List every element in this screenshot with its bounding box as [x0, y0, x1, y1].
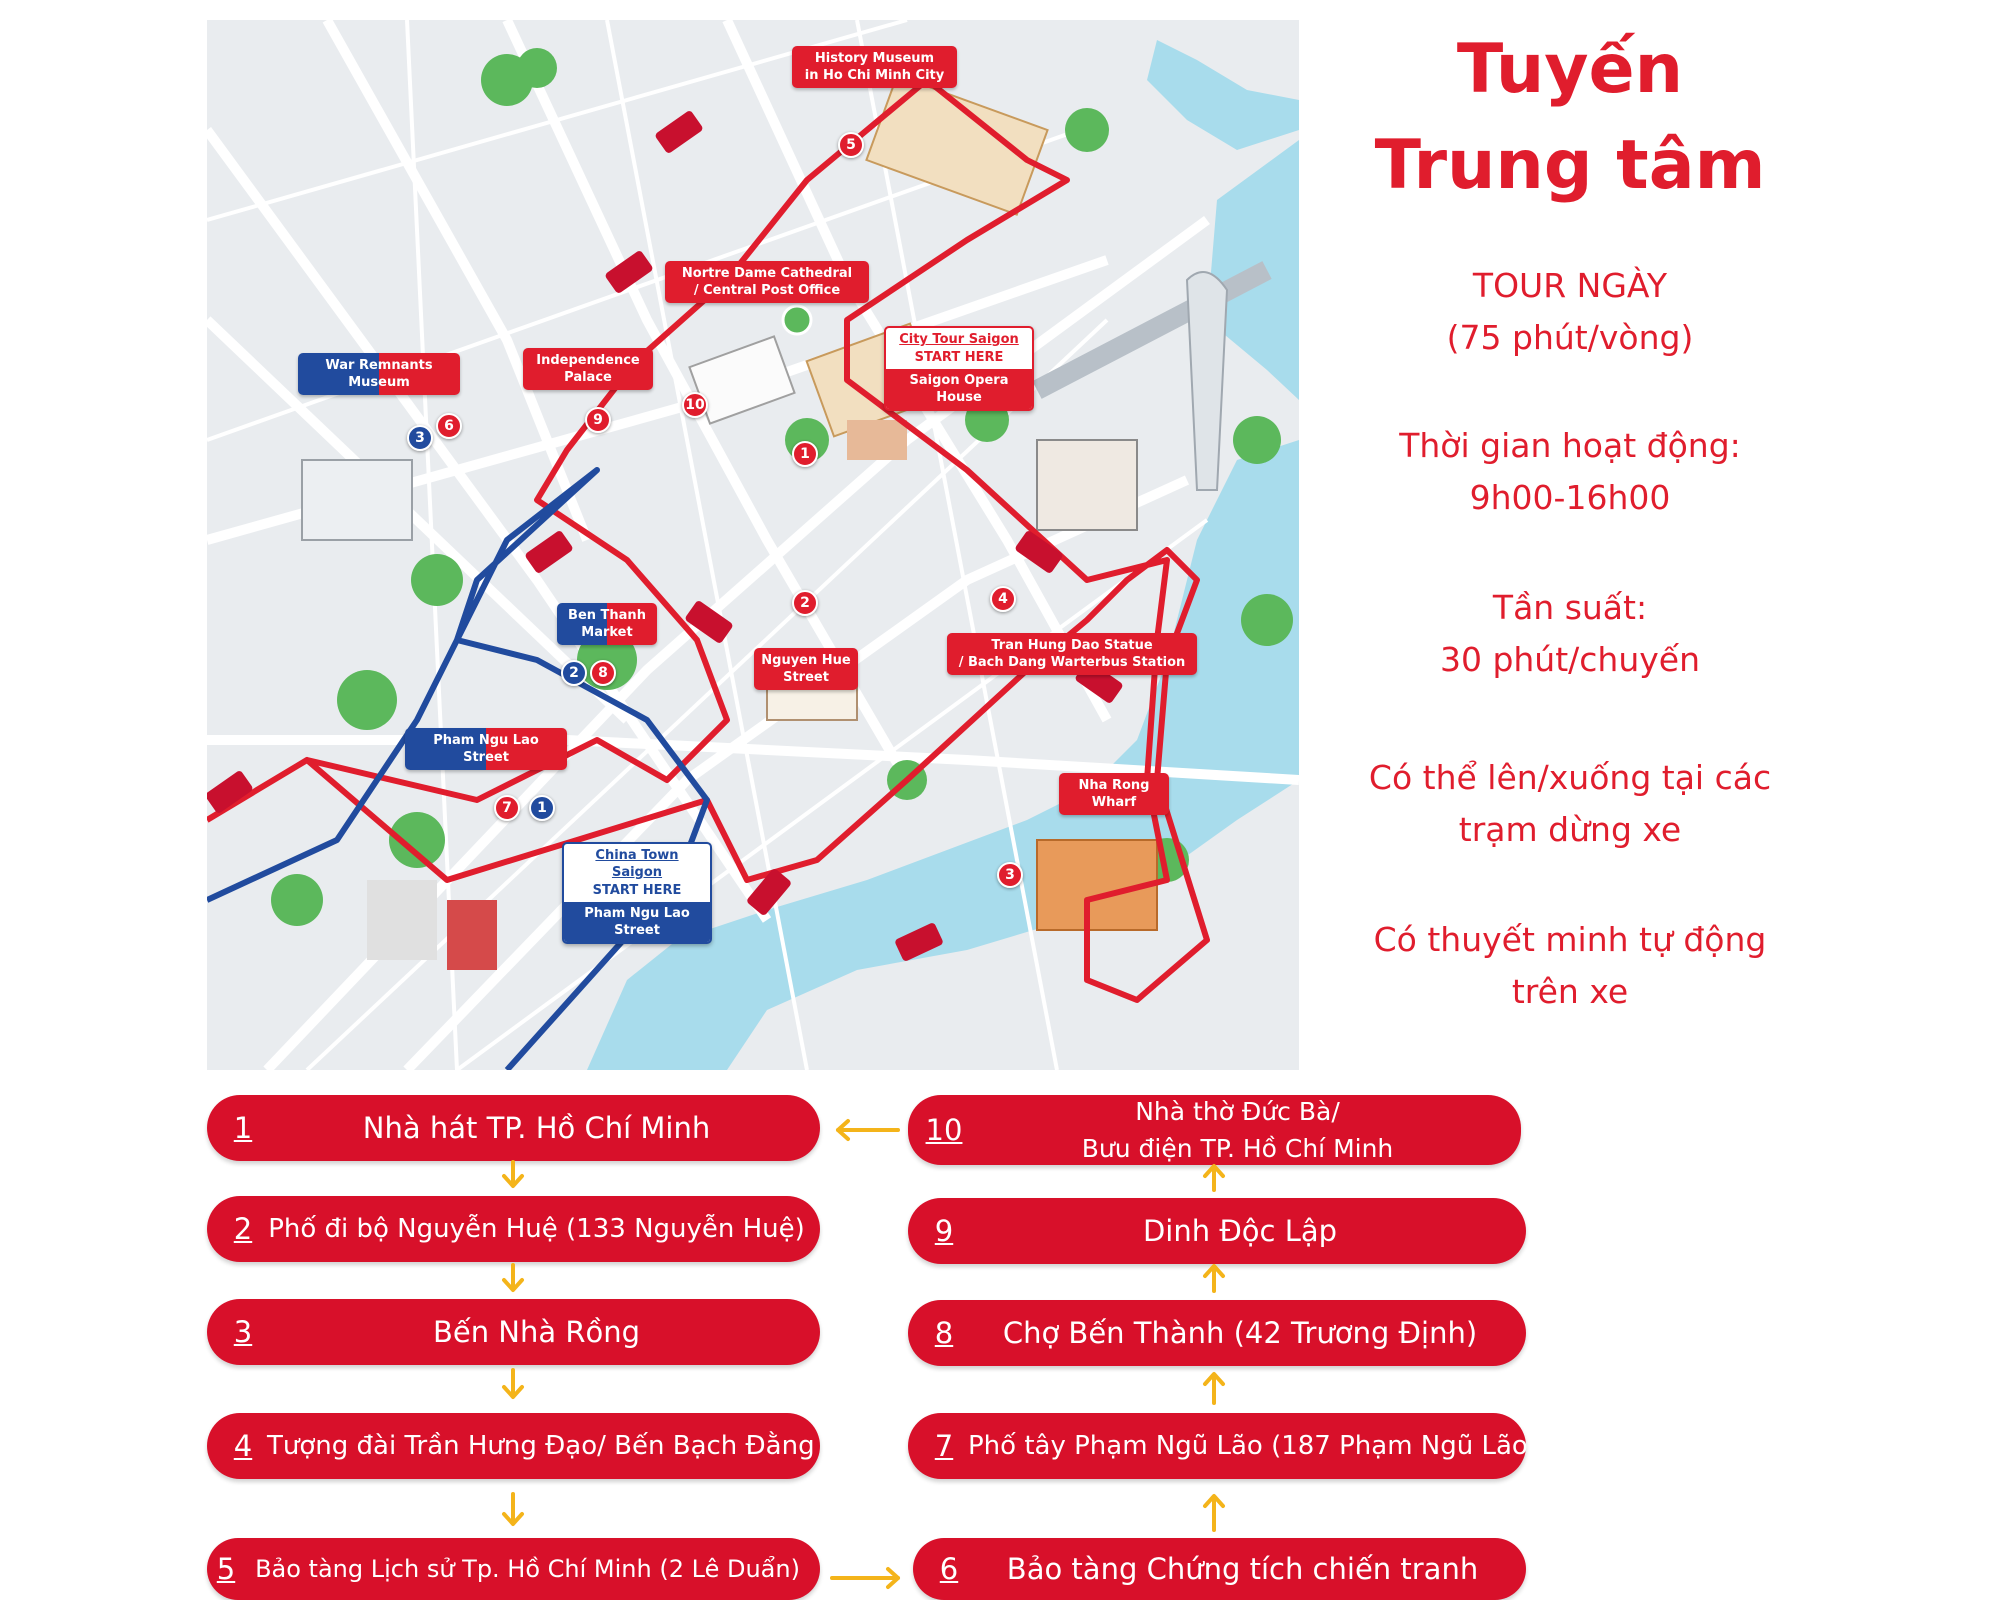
label-notre-dame: Nortre Dame Cathedral / Central Post Office — [665, 261, 869, 303]
stop-1 — [207, 1095, 820, 1161]
audio-guide-line1: Có thuyết minh tự động — [1373, 920, 1767, 959]
stop-name: Phố đi bộ Nguyễn Huệ (133 Nguyễn Huệ) — [268, 1214, 805, 1244]
pin-red-5: 5 — [838, 132, 864, 158]
frequency-label: Tần suất: — [1492, 588, 1648, 627]
pin-blue-3: 3 — [407, 425, 433, 451]
pin-red-6: 6 — [436, 413, 462, 439]
stop-5 — [207, 1538, 820, 1600]
stop-name: Bảo tàng Chứng tích chiến tranh — [1006, 1552, 1479, 1586]
stop-10 — [908, 1095, 1521, 1165]
pin-red-7: 7 — [494, 795, 520, 821]
stop-2 — [207, 1196, 820, 1262]
pin-red-2: 2 — [792, 590, 818, 616]
label-ben-thanh-market: Ben Thanh Market — [557, 603, 657, 645]
stop-4 — [207, 1413, 820, 1479]
arrow-left-icon — [838, 1121, 898, 1139]
arrow-down-icon — [504, 1494, 522, 1524]
hop-on-hop-off-line1: Có thể lên/xuống tại các — [1368, 758, 1772, 797]
pin-red-3: 3 — [997, 862, 1023, 888]
start-here-opera-house: City Tour Saigon START HERE Saigon Opera House — [884, 326, 1034, 411]
start-here-china-town: China Town Saigon START HERE Pham Ngu Lao Street — [562, 842, 712, 944]
stop-number: 8 — [934, 1316, 954, 1350]
arrow-up-icon — [1205, 1374, 1223, 1403]
river-top — [1147, 40, 1299, 150]
roundabout — [783, 306, 811, 334]
label-nha-rong-wharf: Nha Rong Wharf — [1059, 773, 1169, 815]
arrow-up-icon — [1205, 1266, 1223, 1291]
pin-red-10: 10 — [682, 392, 708, 418]
arrow-down-icon — [504, 1370, 522, 1397]
pin-red-8: 8 — [590, 660, 616, 686]
label-independence-palace: Independence Palace — [523, 348, 653, 390]
label-war-remnants: War Remnants Museum — [298, 353, 460, 395]
route-map — [207, 20, 1299, 1070]
label-history-museum: History Museum in Ho Chi Minh City — [792, 46, 957, 88]
tour-duration: (75 phút/vòng) — [1446, 318, 1694, 357]
stop-name: Nhà hát TP. Hồ Chí Minh — [362, 1111, 711, 1145]
arrow-up-icon — [1205, 1496, 1223, 1530]
arrow-down-icon — [504, 1265, 522, 1290]
audio-guide-line2: trên xe — [1511, 972, 1629, 1011]
stop-number: 7 — [934, 1429, 954, 1463]
stop-3 — [207, 1299, 820, 1365]
stop-8 — [908, 1300, 1526, 1366]
route-title-line2: Trung tâm — [1374, 126, 1766, 205]
hours-value: 9h00-16h00 — [1469, 478, 1671, 517]
pin-blue-2: 2 — [561, 660, 587, 686]
stop-name: Bến Nhà Rồng — [432, 1315, 641, 1349]
arrow-down-icon — [504, 1162, 522, 1186]
pin-blue-1: 1 — [529, 795, 555, 821]
stop-7 — [908, 1413, 1538, 1479]
stop-number: 6 — [939, 1552, 959, 1586]
frequency-value: 30 phút/chuyến — [1439, 640, 1701, 679]
hop-on-hop-off-line2: trạm dừng xe — [1458, 810, 1682, 849]
stop-number: 10 — [925, 1113, 963, 1147]
pin-red-9: 9 — [585, 407, 611, 433]
stop-name: Bảo tàng Lịch sử Tp. Hồ Chí Minh (2 Lê Duẩn) — [255, 1555, 800, 1583]
stop-name: Tượng đài Trần Hưng Đạo/ Bến Bạch Đằng — [267, 1431, 815, 1461]
arrow-right-icon — [832, 1569, 898, 1587]
stop-name: Chợ Bến Thành (42 Trương Định) — [1002, 1316, 1478, 1350]
stop-name: Nhà thờ Đức Bà/ Bưu điện TP. Hồ Chí Minh — [1081, 1097, 1394, 1163]
stop-number: 3 — [233, 1315, 253, 1349]
stop-name: Phố tây Phạm Ngũ Lão (187 Phạm Ngũ Lão) — [968, 1431, 1538, 1461]
label-tran-hung-dao: Tran Hung Dao Statue / Bach Dang Warterbus Station — [947, 633, 1197, 675]
label-pham-ngu-lao: Pham Ngu Lao Street — [405, 728, 567, 770]
info-panel — [1320, 20, 1820, 1030]
map-canvas — [207, 20, 1299, 1070]
tour-label: TOUR NGÀY — [1472, 266, 1668, 305]
route-title-line1: Tuyến — [1456, 30, 1684, 109]
stop-number: 2 — [233, 1212, 253, 1246]
stop-6 — [913, 1538, 1526, 1600]
stop-number: 1 — [233, 1111, 253, 1145]
arrow-up-icon — [1205, 1166, 1223, 1190]
hours-label: Thời gian hoạt động: — [1399, 426, 1741, 465]
stop-name: Dinh Độc Lập — [1142, 1214, 1338, 1248]
pin-red-1: 1 — [792, 441, 818, 467]
stop-number: 4 — [233, 1429, 253, 1463]
stop-number: 5 — [216, 1552, 236, 1586]
stop-number: 9 — [934, 1214, 954, 1248]
label-nguyen-hue-street: Nguyen Hue Street — [754, 648, 858, 690]
stop-9 — [908, 1198, 1526, 1264]
pin-red-4: 4 — [990, 586, 1016, 612]
